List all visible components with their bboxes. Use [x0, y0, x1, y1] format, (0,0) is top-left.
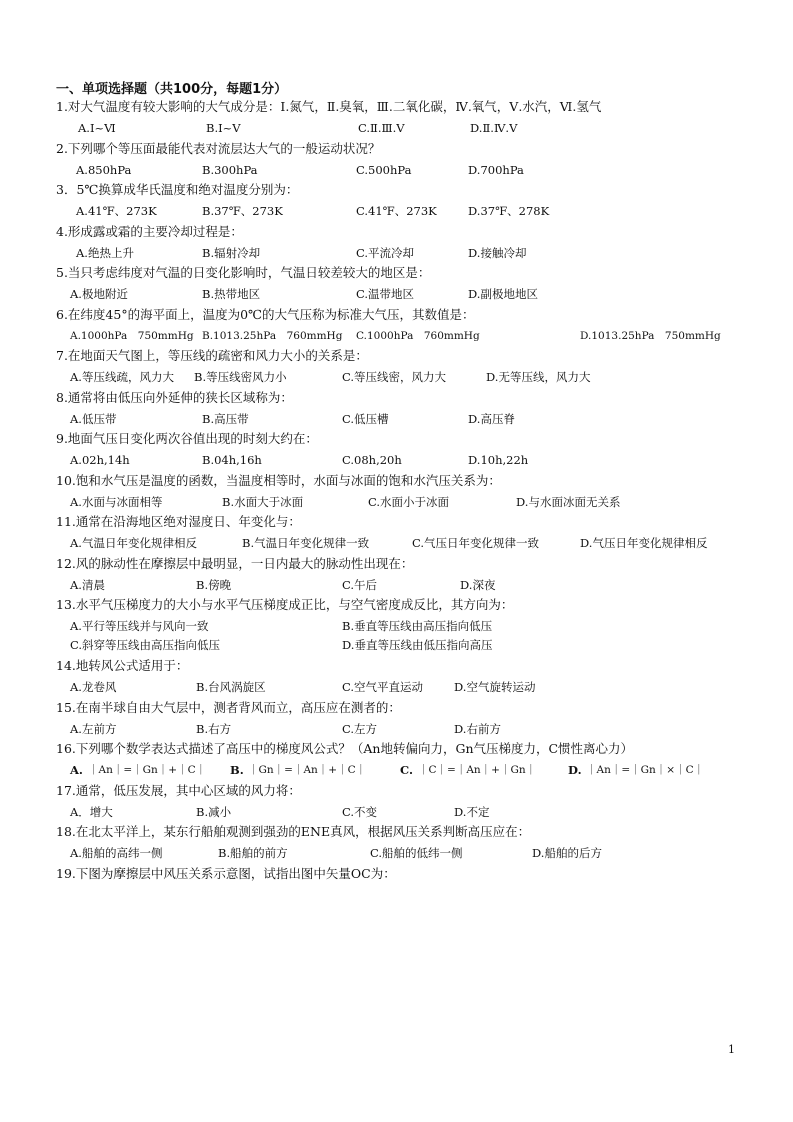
question-options: [56, 493, 776, 511]
page-number: 1: [728, 1043, 735, 1056]
question-10: [56, 472, 756, 514]
question-stem: 10.饱和水气压是温度的函数，当温度相等时，水面与冰面的饱和水汽压关系为：: [56, 472, 501, 488]
question-17: [56, 782, 756, 824]
question-options: [56, 327, 776, 345]
option-d: D.气压日年变化规律相反: [580, 536, 708, 550]
question-stem: 9.地面气压日变化两次谷值出现的时刻大约在：: [56, 431, 318, 446]
option-c: C.不变: [342, 804, 378, 819]
option-c: C.左方: [342, 721, 378, 736]
option-c: C.空气平直运动: [342, 680, 424, 694]
option-a: ｜An｜=｜Gn｜+｜C｜: [88, 764, 207, 776]
option-b: B.右方: [196, 721, 232, 736]
option-b: B.船舶的前方: [218, 846, 288, 860]
question-1: [56, 98, 756, 140]
question-9: [56, 430, 756, 472]
option-d: D.1013.25hPa 750mmHg: [580, 329, 721, 342]
option-c: C.Ⅱ.Ⅲ.Ⅴ: [358, 121, 405, 135]
question-options: [56, 678, 776, 696]
option-d: D.Ⅱ.Ⅳ.Ⅴ: [470, 121, 518, 135]
question-stem: 17.通常，低压发展，其中心区域的风力将：: [56, 782, 301, 798]
option-d: D.深夜: [460, 577, 496, 592]
question-stem: 13.水平气压梯度力的大小与水平气压梯度成正比，与空气密度成反比，其方向为：: [56, 597, 514, 612]
option-c: C.船舶的低纬一侧: [370, 846, 463, 860]
option-c: C.1000hPa 760mmHg: [356, 329, 480, 342]
question-options: [56, 576, 776, 594]
option-b: B.04h,16h: [202, 453, 262, 467]
option-c: C.08h,20h: [342, 453, 402, 467]
option-d: D.不定: [454, 804, 490, 819]
option-c: C.午后: [342, 577, 378, 592]
option-d: D.船舶的后方: [532, 846, 602, 860]
option-b: B.300hPa: [202, 162, 258, 177]
question-stem: 14.地转风公式适用于：: [56, 658, 189, 673]
question-stem: 18.在北太平洋上，某东行船舶观测到强劲的ENE真风，根据风压关系判断高压应在：: [56, 824, 531, 839]
option-c: C.41℉、273K: [356, 204, 437, 218]
option-b-letter: B.: [230, 763, 244, 777]
question-options: [56, 119, 776, 137]
question-5: [56, 264, 756, 306]
option-c: C.低压槽: [342, 411, 389, 426]
question-options: [56, 720, 776, 738]
option-a: A.极地附近: [70, 287, 128, 301]
option-d: D.右前方: [454, 721, 501, 736]
option-a: A.气温日年变化规律相反: [70, 536, 197, 550]
option-d: D.700hPa: [468, 162, 524, 177]
option-c: C.气压日年变化规律一致: [412, 536, 540, 550]
option-d: D.副极地地区: [468, 287, 538, 301]
option-b: B.热带地区: [202, 287, 261, 301]
question-stem: 4.形成露或霜的主要冷却过程是：: [56, 223, 243, 239]
option-a: A.850hPa: [76, 162, 132, 177]
question-options: [56, 202, 776, 220]
option-a: A.船舶的高纬一侧: [70, 846, 163, 860]
question-options: [56, 285, 776, 303]
question-8: [56, 389, 756, 431]
option-d: D.与水面冰面无关系: [516, 494, 621, 509]
option-a: A.1000hPa 750mmHg: [70, 329, 194, 342]
option-b: B.减小: [196, 804, 232, 819]
section-title: 一、单项选择题（共100分，每题1分）: [56, 82, 288, 97]
question-2: [56, 140, 756, 182]
option-c: C.500hPa: [356, 162, 412, 177]
option-c: ｜C｜=｜An｜+｜Gn｜: [418, 764, 537, 776]
option-a: A.清晨: [70, 577, 105, 592]
option-a-letter: A.: [70, 763, 83, 777]
option-a: A.低压带: [70, 411, 117, 426]
option-a: A.左前方: [70, 721, 117, 736]
option-b: ｜Gn｜=｜An｜+｜C｜: [248, 764, 367, 776]
option-b: B.37℉、273K: [202, 204, 283, 218]
question-11: [56, 513, 756, 555]
question-6: [56, 306, 756, 348]
question-options: [56, 161, 776, 179]
option-b: B.垂直等压线由高压指向低压: [342, 619, 493, 633]
option-d: D.垂直等压线由低压指向高压: [342, 638, 493, 652]
question-options: [56, 617, 776, 635]
option-c-letter: C.: [400, 763, 413, 777]
question-13: [56, 596, 756, 657]
option-b: B.Ⅰ~Ⅴ: [206, 121, 241, 135]
question-18: [56, 823, 756, 865]
question-stem: 2.下列哪个等压面最能代表对流层达大气的一般运动状况？: [56, 140, 381, 156]
question-15: [56, 699, 756, 741]
option-a: A.等压线疏，风力大: [70, 370, 174, 384]
option-b: B.高压带: [202, 411, 249, 426]
question-stem: 12.风的脉动性在摩擦层中最明显，一日内最大的脉动性出现在：: [56, 555, 414, 571]
option-d: D.无等压线，风力大: [486, 370, 591, 384]
question-stem: 5.当只考虑纬度对气温的日变化影响时，气温日较差较大的地区是：: [56, 265, 431, 280]
option-d: D.10h,22h: [468, 453, 529, 467]
question-7: [56, 347, 756, 389]
option-b: B.辐射冷却: [202, 245, 261, 260]
question-options: [56, 844, 776, 862]
question-options: [56, 761, 776, 779]
option-c: C.斜穿等压线由高压指向低压: [70, 638, 221, 652]
question-12: [56, 555, 756, 597]
option-b: B.等压线密风力小: [194, 370, 287, 384]
question-stem: 1.对大气温度有较大影响的大气成分是：Ⅰ.氮气，Ⅱ.臭氧，Ⅲ.二氧化碳，Ⅳ.氧气，Ⅴ.水汽，Ⅵ.氢气: [56, 99, 602, 114]
option-a: A．增大: [70, 804, 113, 819]
question-options: [56, 410, 776, 428]
question-list: [56, 98, 756, 906]
option-a: A.水面与冰面相等: [70, 494, 163, 509]
option-a: A.平行等压线并与风向一致: [70, 619, 209, 633]
question-stem: 15.在南半球自由大气层中，测者背风而立，高压应在测者的：: [56, 699, 401, 715]
option-b: B.1013.25hPa 760mmHg: [202, 329, 343, 342]
option-c: C.等压线密，风力大: [342, 370, 447, 384]
option-a: A.41℉、273K: [76, 204, 157, 218]
question-stem: 7.在地面天气图上，等压线的疏密和风力大小的关系是：: [56, 348, 368, 363]
option-c: C.平流冷却: [356, 245, 415, 260]
option-d: D.37℉、278K: [468, 204, 550, 218]
question-stem: 3．5℃换算成华氏温度和绝对温度分别为：: [56, 182, 299, 197]
question-options: [56, 803, 776, 821]
option-b: B.气温日年变化规律一致: [242, 536, 370, 550]
question-stem: 8.通常将由低压向外延伸的狭长区域称为：: [56, 389, 293, 405]
option-c: C.水面小于冰面: [368, 494, 450, 509]
question-stem: 19.下图为摩擦层中风压关系示意图，试指出图中矢量OC为：: [56, 865, 396, 881]
question-options-row-2: [56, 636, 776, 654]
option-b: B.傍晚: [196, 577, 232, 592]
option-d: D.接触冷却: [468, 245, 527, 260]
question-4: [56, 223, 756, 265]
option-d: ｜An｜=｜Gn｜×｜C｜: [586, 764, 705, 776]
question-stem: 6.在纬度45°的海平面上，温度为0℃的大气压称为标准大气压，其数值是：: [56, 306, 475, 322]
option-d: D.高压脊: [468, 411, 515, 426]
question-3: [56, 181, 756, 223]
question-options: [56, 451, 776, 469]
option-b: B.台风涡旋区: [196, 680, 266, 694]
question-options: [56, 244, 776, 262]
question-16: [56, 740, 756, 782]
option-d-letter: D.: [568, 763, 582, 777]
question-14: [56, 657, 756, 699]
question-19: [56, 865, 756, 907]
option-a: A.Ⅰ~Ⅵ: [78, 121, 116, 135]
option-b: B.水面大于冰面: [222, 494, 304, 509]
option-a: A.龙卷风: [70, 680, 117, 694]
option-c: C.温带地区: [356, 287, 415, 301]
question-stem: 16.下列哪个数学表达式描述了高压中的梯度风公式？（An地转偏向力，Gn气压梯度力，C惯性离心力）: [56, 741, 634, 756]
option-a: A.绝热上升: [76, 245, 134, 260]
option-a: A.02h,14h: [70, 453, 130, 467]
question-options: [56, 368, 776, 386]
option-d: D.空气旋转运动: [454, 680, 536, 694]
question-stem: 11.通常在沿海地区绝对湿度日、年变化与：: [56, 514, 301, 529]
question-options: [56, 534, 776, 552]
